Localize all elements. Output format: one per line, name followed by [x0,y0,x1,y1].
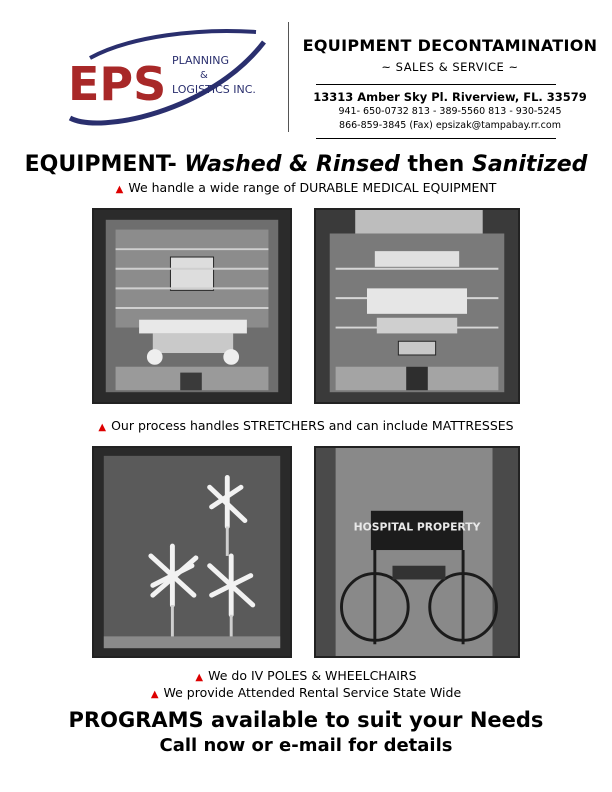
bullet-1-text: We handle a wide range of DURABLE MEDICAL EQUIPMENT [128,180,497,195]
programs-heading: PROGRAMS available to suit your Needs [68,708,544,732]
photo-stretcher-washer-1 [92,208,292,404]
headline-part4: Sanitized [471,152,588,177]
triangle-bullet-icon: ▲ [150,689,159,700]
headline-part3: then [399,152,472,177]
photo-wheelchair [314,446,520,658]
header-address: 13313 Amber Sky Pl. Riverview, FL. 33579 [313,90,587,104]
headline [0,152,612,177]
company-logo [60,22,280,130]
header-divider [288,22,289,132]
triangle-bullet-icon: ▲ [115,184,124,195]
header-title: EQUIPMENT DECONTAMINATION [302,36,598,55]
bullet-3-text: We do IV POLES & WHEELCHAIRS [208,668,417,683]
header-rule-top [316,84,556,85]
bullet-4 [0,685,612,700]
headline-part1: EQUIPMENT- [24,152,185,177]
logo-line1: PLANNING [172,54,229,67]
triangle-bullet-icon: ▲ [98,422,107,433]
wheelchair-sign-text: HOSPITAL PROPERTY [353,520,481,534]
bullet-2-text: Our process handles STRETCHERS and can include MATTRESSES [111,418,514,433]
bullet-2 [0,418,612,433]
call-to-action: Call now or e-mail for details [159,735,453,756]
header-rule-bottom [316,138,556,139]
bullet-1 [0,180,612,195]
logo-mark: EPS [68,57,167,111]
bullet-3 [0,668,612,683]
triangle-bullet-icon: ▲ [195,672,204,683]
bullet-4-text: We provide Attended Rental Service State Wide [163,685,462,700]
photo-stretcher-washer-2 [314,208,520,404]
photo-iv-poles [92,446,292,658]
logo-line2: & [200,70,208,81]
header-phones: 941- 650-0732 813 - 389-5560 813 - 930-5245 [338,106,562,117]
header-fax-email: 866-859-3845 (Fax) epsizak@tampabay.rr.com [339,120,561,131]
logo-line3: LOGISTICS INC. [172,83,256,96]
header-subtitle: ~ SALES & SERVICE ~ [381,60,519,74]
headline-part2: Washed & Rinsed [184,152,400,177]
